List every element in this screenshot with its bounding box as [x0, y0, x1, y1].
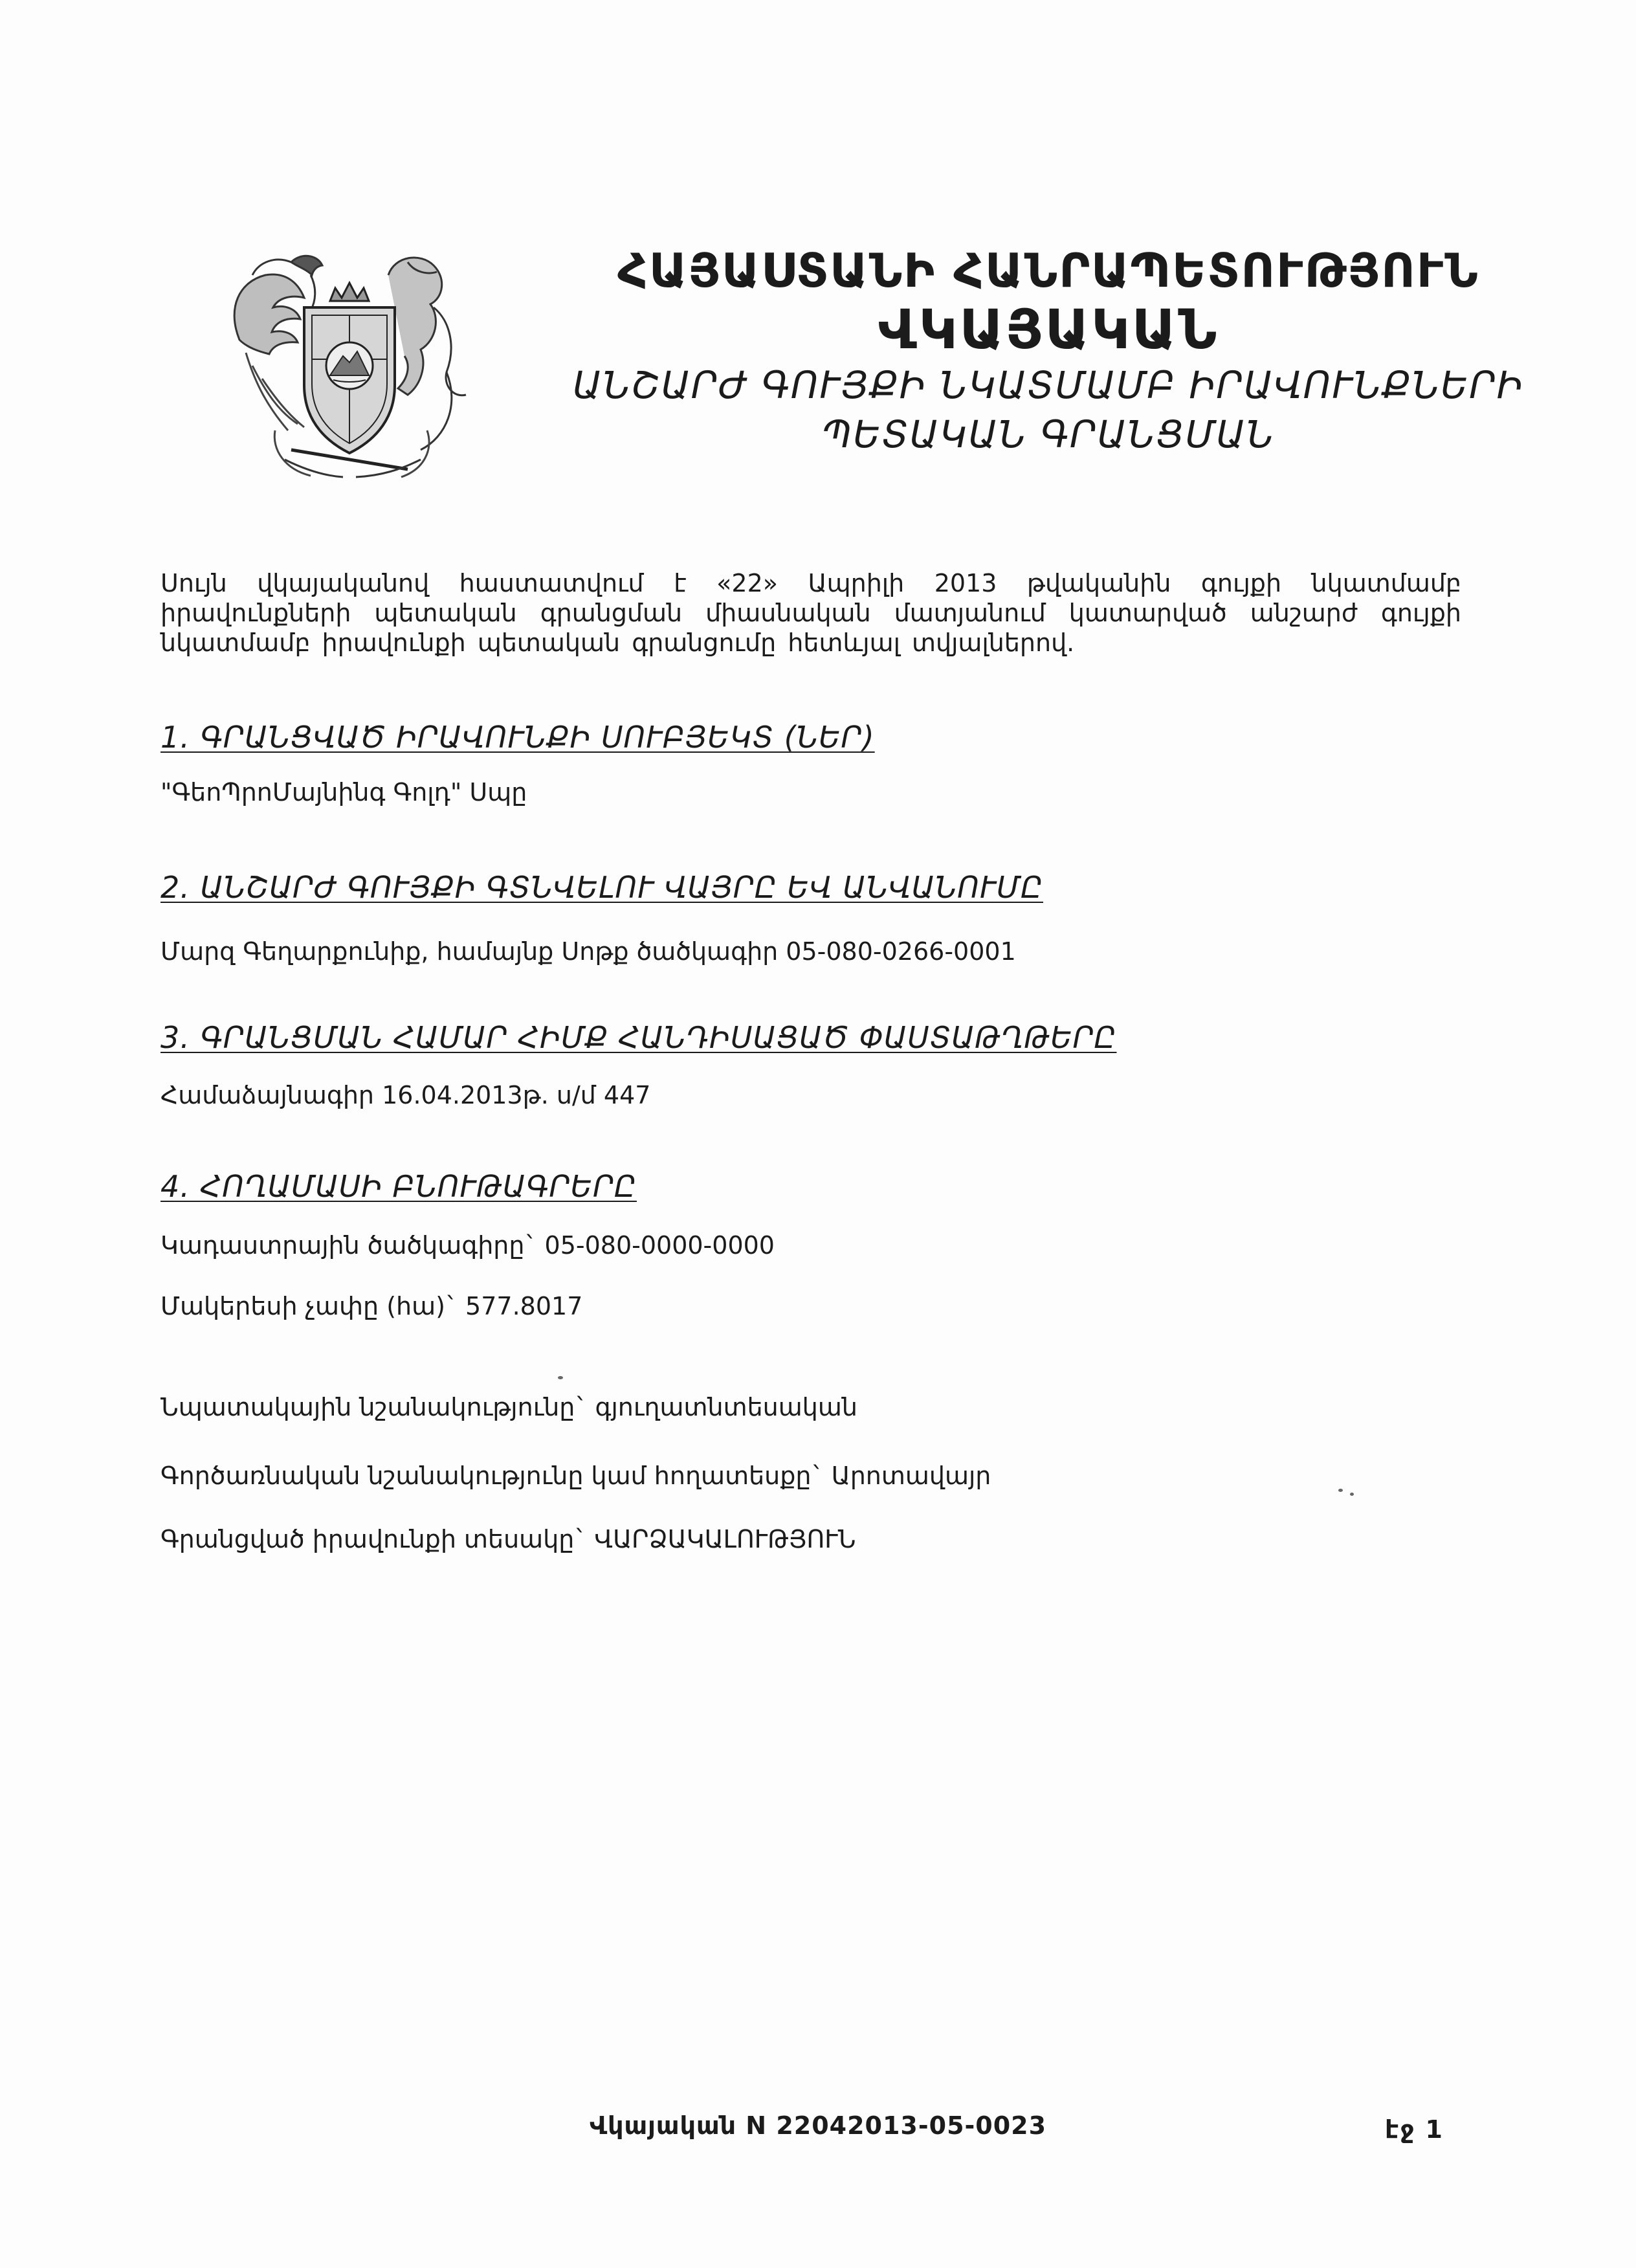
- section-3-field-1: Համաձայնագիր 16.04.2013թ. ս/մ 447: [160, 1081, 651, 1109]
- section-4-field-5: Գրանցված իրավունքի տեսակը` ՎԱՐՁԱԿԱԼՈՒԹՅՈՒՆ: [160, 1525, 856, 1553]
- scan-speck: [558, 1376, 563, 1379]
- document-header: [557, 243, 1540, 459]
- intro-paragraph: Սույն վկայականով հաստատվում է «22» Ապրիլի 2013 թվականին գույքի նկատմամբ իրավունքների պետական գրանցման միասնական մատյանում կատարված անշարժ գույքի նկատմամբ իրավունքի պետական գրանցումը հետևյալ տվյալներով.: [160, 569, 1461, 657]
- scan-speck: [1350, 1493, 1354, 1496]
- section-4-field-1: Կադաստրային ծածկագիրը` 05-080-0000-0000: [160, 1231, 775, 1260]
- header-country: ՀԱՅԱՍՏԱՆԻ ՀԱՆՐԱՊԵՏՈՒԹՅՈՒՆ: [617, 243, 1479, 298]
- section-4-field-2: Մակերեսի չափը (հա)` 577.8017: [160, 1292, 583, 1320]
- section-4-title: 4. ՀՈՂԱՄԱՍԻ ԲՆՈՒԹԱԳՐԵՐԸ: [160, 1169, 637, 1204]
- header-subtitle-1: ԱՆՇԱՐԺ ԳՈՒՅՔԻ ՆԿԱՏՄԱՄԲ ԻՐԱՎՈՒՆՔՆԵՐԻ: [573, 363, 1524, 407]
- section-3-title: 3. ԳՐԱՆՑՄԱՆ ՀԱՄԱՐ ՀԻՄՔ ՀԱՆԴԻՍԱՑԱԾ ՓԱՍՏԱԹՂԹԵՐԸ: [160, 1020, 1117, 1055]
- section-1-title: 1. ԳՐԱՆՑՎԱԾ ԻՐԱՎՈՒՆՔԻ ՍՈՒԲՅԵԿՏ (ՆԵՐ): [160, 720, 875, 755]
- section-2-field-1: Մարզ Գեղարքունիք, համայնք Սոթք ծածկագիր 05-080-0266-0001: [160, 937, 1016, 966]
- page-number: էջ 1: [1385, 2115, 1444, 2144]
- section-2-title: 2. ԱՆՇԱՐԺ ԳՈՒՅՔԻ ԳՏՆՎԵԼՈՒ ՎԱՅՐԸ ԵՎ ԱՆՎԱՆՈՒՄԸ: [160, 870, 1044, 905]
- section-1-field-1: "ԳեոՊրոՄայնինգ Գոլդ" Սպը: [160, 778, 527, 806]
- scan-speck: [1338, 1489, 1343, 1492]
- coat-of-arms-icon: [214, 236, 485, 495]
- header-doc-type: ՎԿԱՅԱԿԱՆ: [878, 298, 1219, 361]
- section-4-field-4: Գործառնական նշանակությունը կամ հողատեսքը` Արոտավայր: [160, 1462, 991, 1490]
- section-4-field-3: Նպատակային նշանակությունը` գյուղատնտեսական: [160, 1393, 857, 1421]
- header-subtitle-2: ՊԵՏԱԿԱՆ ԳՐԱՆՑՄԱՆ: [821, 412, 1276, 456]
- certificate-number: Վկայական N 22042013-05-0023: [589, 2111, 1047, 2140]
